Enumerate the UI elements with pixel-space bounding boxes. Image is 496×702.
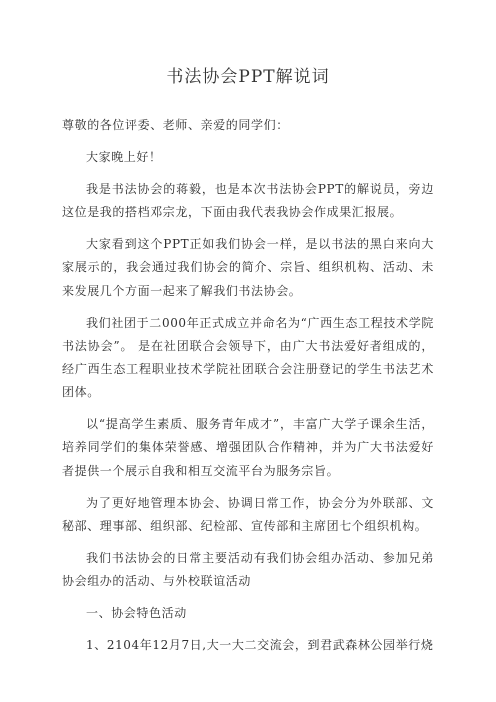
paragraph: 以“提高学生素质、服务青年成才”，丰富广大学子课余生活，培养同学们的集体荣誉感、增强团队合作精神，并为广大书法爱好者提供一个展示自我和相互交流平台为服务宗旨。 xyxy=(62,417,434,478)
paragraph: 大家看到这个PPT正如我们协会一样，是以书法的黑白来向大家展示的，我会通过我们协会的简介、宗旨、组织机构、活动、未来发展几个方面一起来了解我们书法协会。 xyxy=(62,237,434,298)
paragraph: 1、2104年12月7日,大一大二交流会，到君武森林公园举行烧 xyxy=(86,638,434,653)
paragraph: 我们社团于二000年正式成立并命名为“广西生态工程技术学院书法协会”。 是在社团联合会领导下，由广大书法爱好者组成的，经广西生态工程职业技术学院社团联合会注册登记的学生书法艺术团体。 xyxy=(62,315,434,400)
paragraph: 我是书法协会的蒋毅，也是本次书法协会PPT的解说员，旁边这位是我的搭档邓宗龙，下面由我代表我协会作成果汇报展。 xyxy=(62,182,434,220)
paragraph-greeting: 尊敬的各位评委、老师、亲爱的同学们： xyxy=(62,118,289,132)
paragraph: 为了更好地管理本协会、协调日常工作，协会分为外联部、文秘部、理事部、组织部、纪检部、宣传部和主席团七个组织机构。 xyxy=(62,495,434,533)
paragraph: 我们书法协会的日常主要活动有我们协会组办活动、参加兄弟协会组办的活动、与外校联谊活动 xyxy=(62,550,434,589)
section-heading: 一、协会特色活动 xyxy=(86,606,187,621)
paragraph: 大家晚上好！ xyxy=(86,150,162,164)
document-body xyxy=(62,114,434,666)
document-title: 书法协会PPT解说词 xyxy=(166,67,330,87)
